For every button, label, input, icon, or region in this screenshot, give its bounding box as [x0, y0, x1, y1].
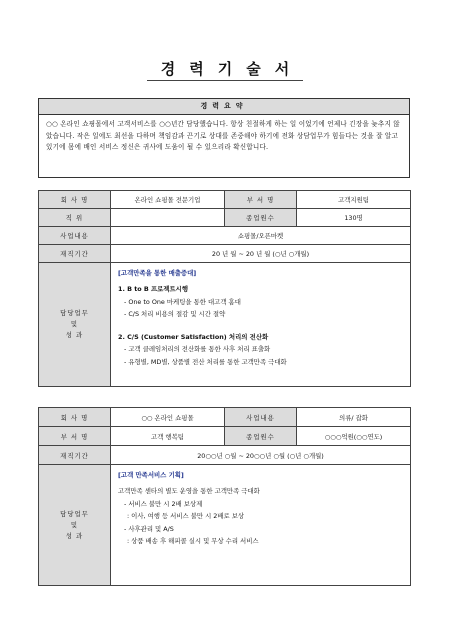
- company-label: 회 사 명: [39, 191, 111, 209]
- duty-lines: [118, 485, 403, 548]
- business-value: 의류/ 잡화: [297, 408, 411, 427]
- employees-label: 종업원수: [225, 427, 297, 446]
- duty-line: 고객만족 센타의 별도 운영을 통한 고객만족 극대화: [118, 487, 260, 495]
- position-value: [111, 209, 225, 227]
- table-row: [39, 408, 411, 427]
- employees-value: 130명: [297, 209, 411, 227]
- employees-value: ○○○억원(○○연도): [297, 427, 411, 446]
- duty-line: - One to One 마케팅을 통한 대고객 홈대: [124, 297, 241, 306]
- business-label: 사업내용: [39, 227, 111, 245]
- duty-line: : 상품 배송 후 해피콜 실시 및 무상 수리 서비스: [127, 537, 259, 545]
- document-title: 경력기술서: [160, 60, 304, 78]
- duty-line: - 유형별, MD별, 상품별 전산 처리를 통한 고객만족 극대화: [124, 357, 287, 366]
- company-value: 온라인 쇼핑몰 전문기업: [111, 191, 225, 209]
- duty-label-line: 담당업무: [60, 509, 89, 518]
- duty-content: [111, 263, 411, 387]
- duty-line: - C/S 처리 비용의 절감 및 시간 절약: [124, 310, 226, 318]
- table-row: [39, 427, 411, 446]
- line-spacer: [118, 321, 403, 331]
- period-value: 20 년 월 ~ 20 년 월 (○년 ○개월): [111, 245, 411, 263]
- duty-line: - 고객 클레임처리의 전산화를 통한 사후 처리 표출화: [124, 345, 271, 353]
- section-heading: [고객만족을 통한 매출증대]: [118, 269, 197, 277]
- table-row: [39, 245, 411, 263]
- duty-line: - 서비스 불만 시 2배 보상제: [124, 499, 203, 508]
- period-label: 재직기간: [39, 446, 111, 465]
- duty-content: [111, 465, 411, 586]
- career-summary-box: [38, 98, 410, 178]
- career-table-2: [38, 407, 411, 586]
- department-label: 부 서 명: [39, 427, 111, 446]
- table-row: [39, 465, 411, 586]
- company-label: 회 사 명: [39, 408, 111, 427]
- duty-line: - 사후관리 및 A/S: [124, 524, 174, 533]
- duty-label-line: 성 과: [65, 531, 84, 540]
- summary-text: ○○ 온라인 쇼핑몰에서 고객서비스를 ○○년간 담당했습니다. 항상 친절하게 하는 일 이었기에 언제나 긴장을 늦추지 않았습니다. 작은 일에도 최선을 다하며 책임감과 끈기로 상대를 존중해야 하기에 전화 상담업무가 힘들다는 것을 잘 알고 있기에 몸에 배인 서비스 정신은 귀사에 도움이 될 수 있으리라 확신합니다.: [46, 120, 400, 151]
- business-value: 쇼핑몰/오픈마켓: [111, 227, 411, 245]
- section-heading: [고객 만족서비스 기획]: [118, 471, 184, 479]
- duty-line: 2. C/S (Customer Satisfaction) 처리의 전산화: [118, 332, 269, 341]
- table-row: [39, 209, 411, 227]
- title-underline: [147, 80, 303, 81]
- department-label: 부 서 명: [225, 191, 297, 209]
- company-value: ○○ 온라인 쇼핑몰: [111, 408, 225, 427]
- duty-label-line: 및: [70, 320, 79, 328]
- period-label: 재직기간: [39, 245, 111, 263]
- duty-label-line: 및: [70, 520, 79, 529]
- duty-label: [39, 465, 111, 586]
- table-row: [39, 446, 411, 465]
- position-label: 직 위: [39, 209, 111, 227]
- duty-label: [39, 263, 111, 387]
- table-row: [39, 191, 411, 209]
- duty-line: : 이사, 여행 등 서비스 불만 시 2배로 보상: [127, 512, 245, 520]
- duty-line: 1. B to B 프로젝트시행: [118, 285, 189, 293]
- duty-label-line: 담당업무: [60, 309, 89, 317]
- summary-heading: 경력요약: [39, 99, 409, 115]
- duty-label-line: 성 과: [65, 331, 84, 339]
- department-value: 고객 행복팀: [111, 427, 225, 446]
- table-row: [39, 263, 411, 387]
- table-row: [39, 227, 411, 245]
- employees-label: 종업원수: [225, 209, 297, 227]
- period-value: 20○○년 ○월 ~ 20○○년 ○월 (○년 ○개월): [111, 446, 411, 465]
- career-table-1: [38, 190, 411, 387]
- department-value: 고객지원팀: [297, 191, 411, 209]
- business-label: 사업내용: [225, 408, 297, 427]
- duty-lines: [118, 283, 403, 368]
